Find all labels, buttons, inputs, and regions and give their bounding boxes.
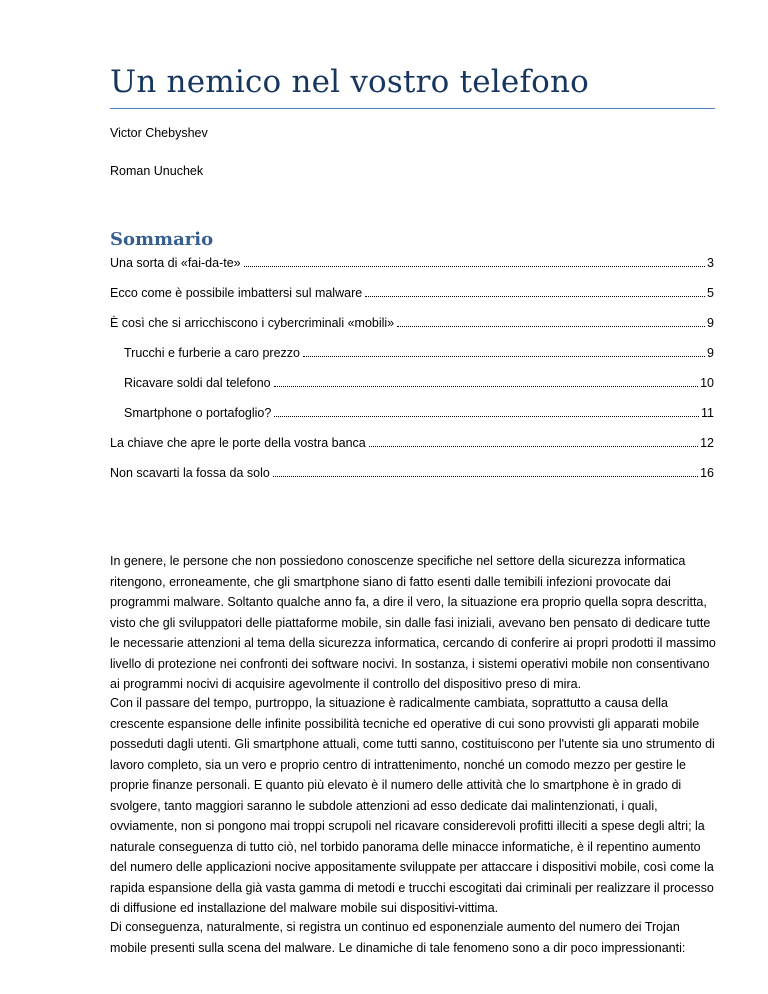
toc-entry-label: Una sorta di «fai-da-te»: [110, 256, 241, 270]
toc-dot-leader: [273, 476, 698, 477]
toc-subentry[interactable]: [124, 406, 714, 422]
toc-dot-leader: [397, 326, 705, 327]
toc-entry-label: Non scavarti la fossa da solo: [110, 466, 270, 480]
toc-entry-page: 9: [707, 346, 714, 360]
toc-subentry[interactable]: [124, 376, 714, 392]
toc-entry-page: 3: [707, 256, 714, 270]
toc-entry-page: 12: [700, 436, 714, 450]
author-name: Roman Unuchek: [110, 164, 204, 178]
toc-dot-leader: [274, 386, 698, 387]
toc-dot-leader: [244, 266, 705, 267]
toc-entry-label: È così che si arricchiscono i cybercriminali «mobili»: [110, 316, 395, 330]
toc-entry-page: 11: [701, 406, 714, 420]
toc-entry-page: 5: [707, 286, 714, 300]
toc-entry[interactable]: [110, 466, 714, 482]
body-paragraph: Con il passare del tempo, purtroppo, la situazione è radicalmente cambiata, soprattutto a causa della crescente espansione delle infinite possibilità tecniche ed operative di cui sono provvisti gli apparati mobile posseduti dagli utenti. Gli smartphone attuali, come tutti sanno, costituiscono per l'utente sia uno strumento di lavoro completo, sia un vero e proprio centro di intrattenimento, nonché un comodo mezzo per gestire le proprie finanze personali. E quanto più elevato è il numero delle attività che lo smartphone è in grado di svolgere, tanto maggiori saranno le subdole attenzioni ad esso dedicate dai malintenzionati, i quali, ovviamente, non si pongono mai troppi scrupoli nel ricavare considerevoli profitti illeciti a spese degli altri; la naturale conseguenza di tutto ciò, nel torbido panorama delle minacce informatiche, è il repentino aumento del numero delle applicazioni nocive appositamente sviluppate per attaccare i dispositivi mobile, così come la rapida espansione della già vasta gamma di metodi e trucchi escogitati dai criminali per realizzare il processo di diffusione ed installazione del malware mobile sui dispositivi-vittima.: [110, 696, 715, 915]
toc-dot-leader: [369, 446, 698, 447]
toc-dot-leader: [303, 356, 705, 357]
toc-entry-page: 16: [700, 466, 714, 480]
toc-entry-label: Ricavare soldi dal telefono: [124, 376, 271, 390]
toc-entry-label: Ecco come è possibile imbattersi sul malware: [110, 286, 363, 300]
title-underline: [110, 108, 715, 109]
toc-entry[interactable]: [110, 436, 714, 452]
toc-heading: Sommario: [110, 229, 214, 250]
toc-entry[interactable]: [110, 316, 714, 332]
toc-entry-page: 9: [707, 316, 714, 330]
toc-entry-label: Trucchi e furberie a caro prezzo: [124, 346, 301, 360]
toc-subentry[interactable]: [124, 346, 714, 362]
toc-entry-label: Smartphone o portafoglio?: [124, 406, 272, 420]
document-title: Un nemico nel vostro telefono: [110, 64, 590, 100]
toc-entry[interactable]: [110, 256, 714, 272]
author-name: Victor Chebyshev: [110, 126, 208, 140]
toc-entry-page: 10: [700, 376, 714, 390]
body-paragraph: In genere, le persone che non possiedono conoscenze specifiche nel settore della sicurezza informatica ritengono, erroneamente, che gli smartphone siano di fatto esenti dalle temibili infezioni provocate dai programmi malware. Soltanto qualche anno fa, a dire il vero, la situazione era proprio quella sopra descritta, visto che gli sviluppatori delle piattaforme mobile, sin dalle fasi iniziali, avevano ben pensato di dedicare tutte le necessarie attenzioni al tema della sicurezza informatica, cercando di conferire ai propri prodotti il massimo livello di protezione nei confronti dei software nocivi. In sostanza, i sistemi operativi mobile non consentivano ai programmi nocivi di acquisire agevolmente il controllo del dispositivo preso di mira.: [110, 554, 716, 691]
toc-entry[interactable]: [110, 286, 714, 302]
toc-dot-leader: [274, 416, 699, 417]
toc-entry-label: La chiave che apre le porte della vostra banca: [110, 436, 366, 450]
toc-dot-leader: [365, 296, 705, 297]
body-paragraph: Di conseguenza, naturalmente, si registra un continuo ed esponenziale aumento del numero dei Trojan mobile presenti sulla scena del malware. Le dinamiche di tale fenomeno sono a dir poco impressionanti:: [110, 920, 686, 955]
